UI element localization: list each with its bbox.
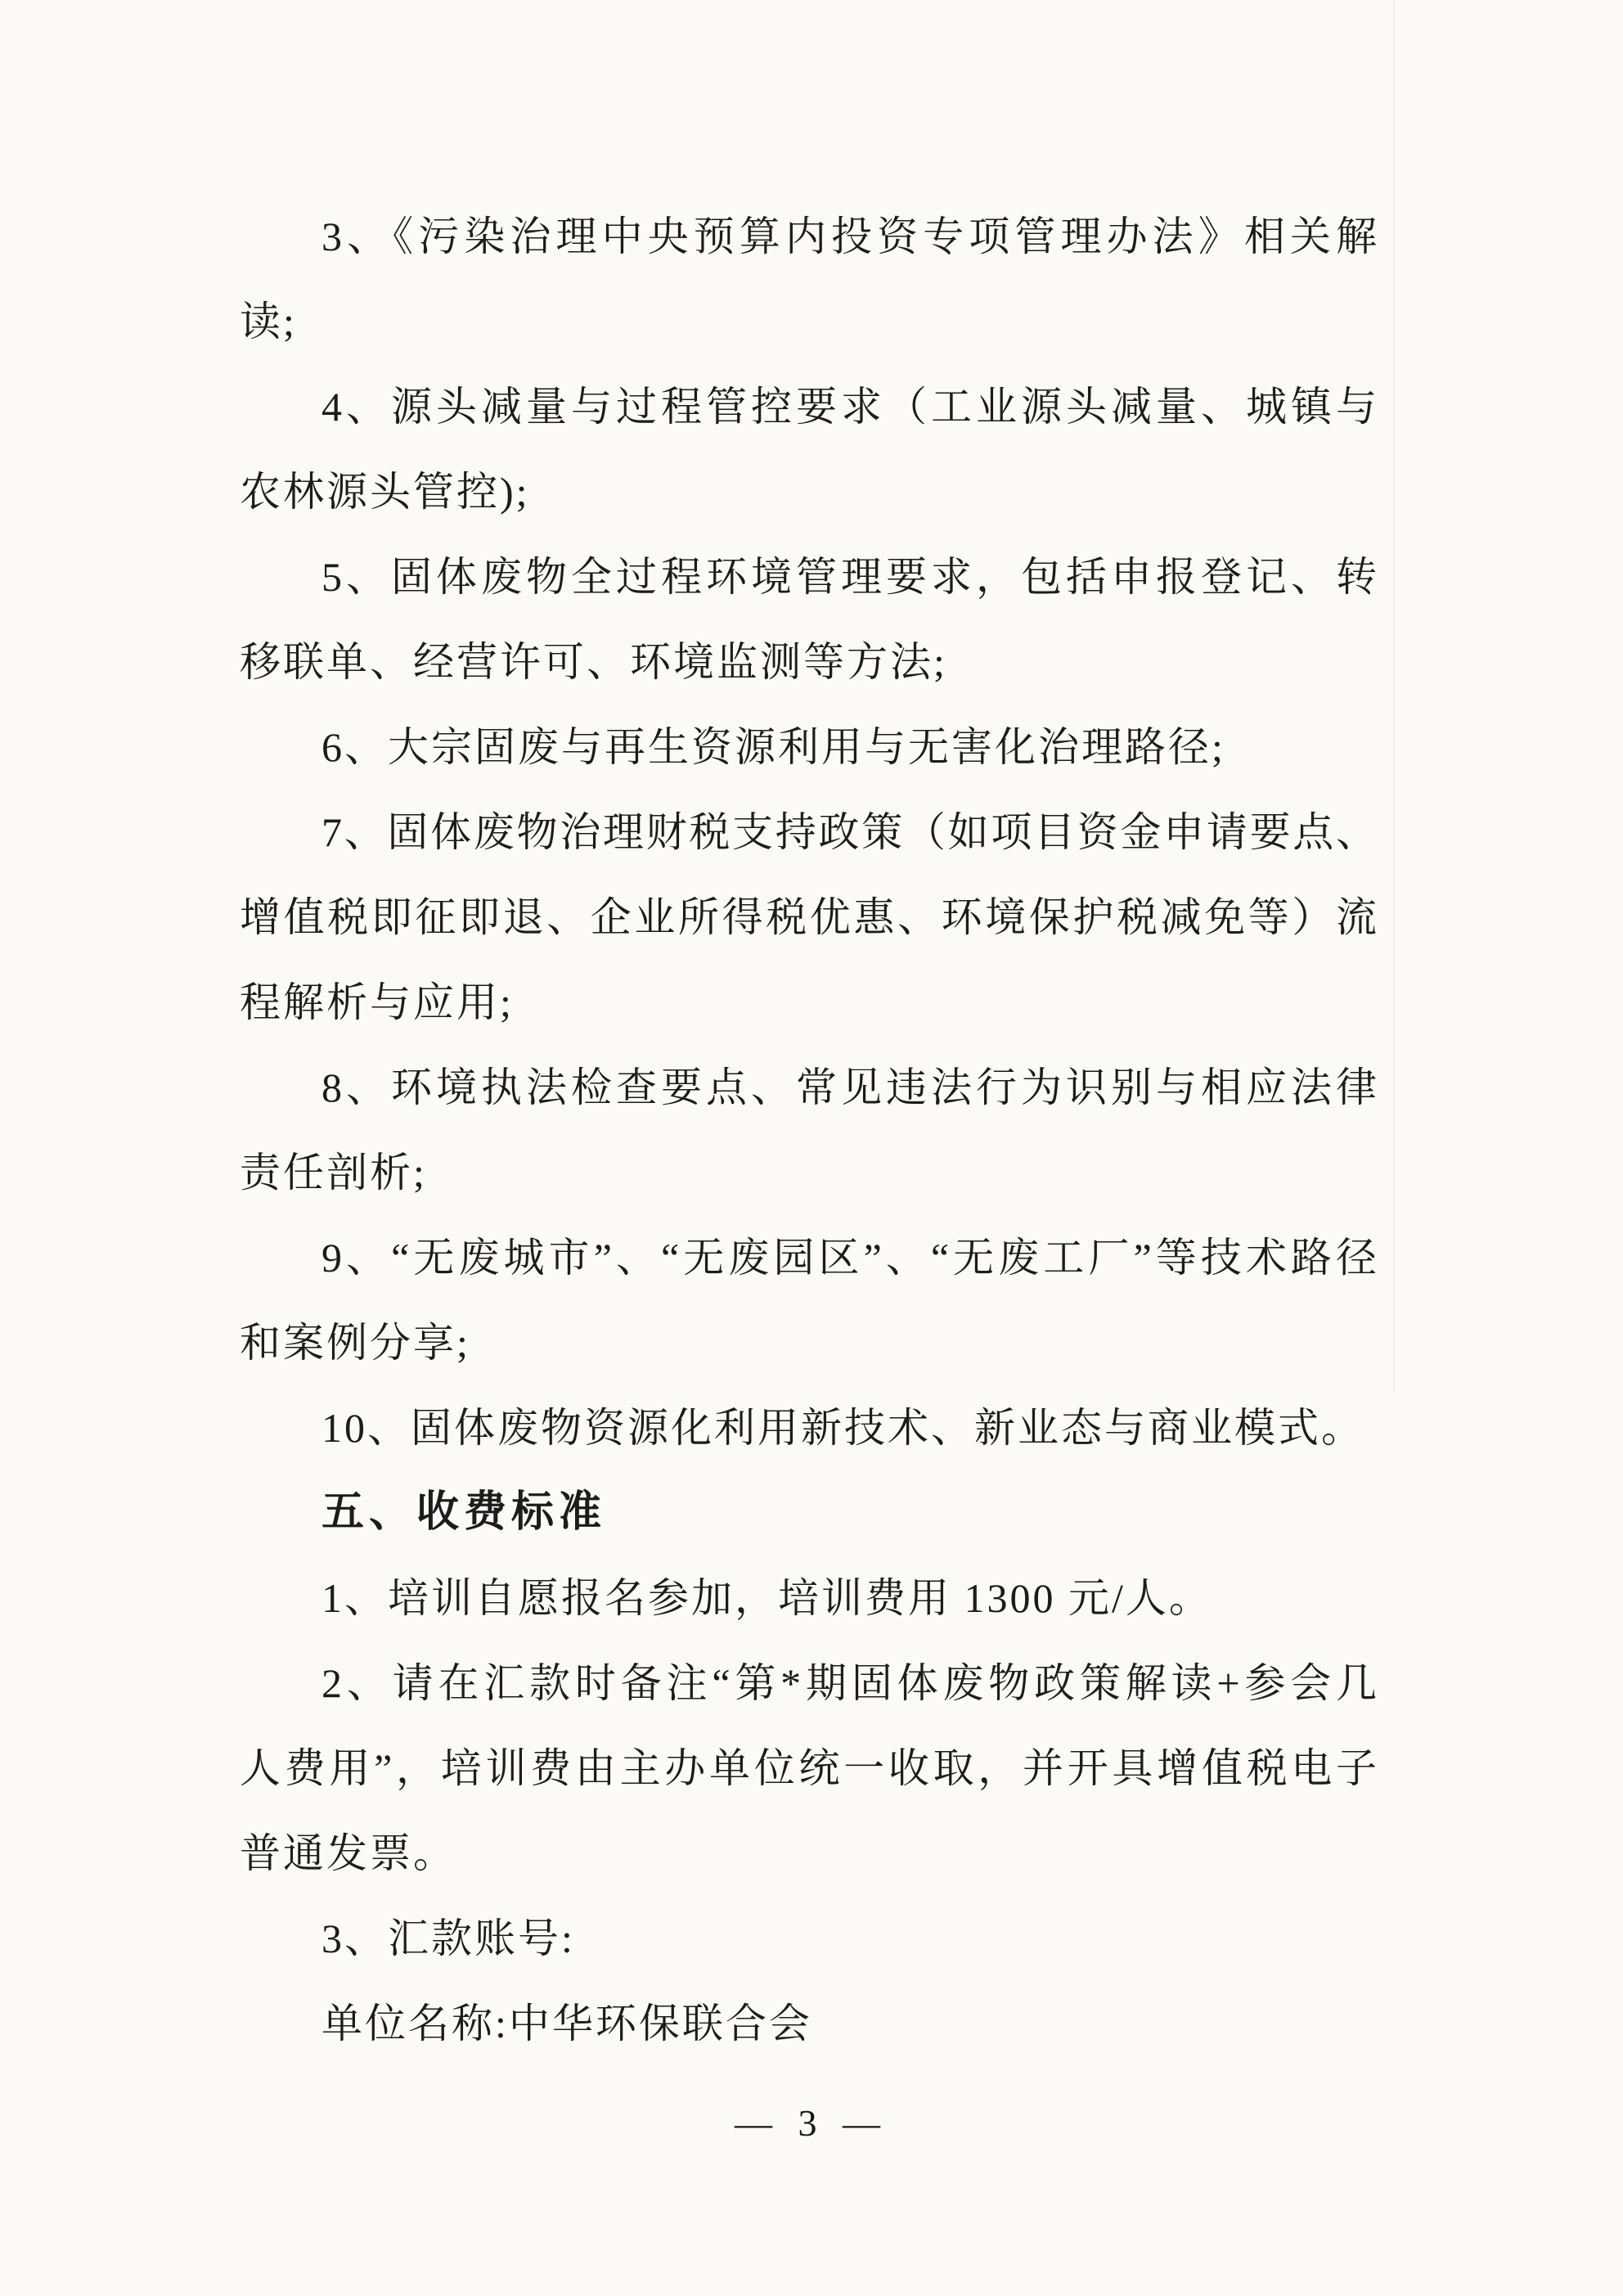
document-line: 程解析与应用;	[240, 979, 514, 1025]
document-line: 1、培训自愿报名参加，培训费用 1300 元/人。	[321, 1575, 1212, 1621]
document-line: 增值税即征即退、企业所得税优惠、环境保护税减免等）流	[240, 894, 1377, 940]
document-text-block	[240, 194, 1377, 2066]
scan-artifact-line	[1393, 0, 1395, 1391]
document-line: 农林源头管控);	[240, 469, 530, 515]
document-line: 人费用”，培训费由主办单位统一收取，并开具增值税电子	[240, 1745, 1377, 1791]
document-line: 3、《污染治理中央预算内投资专项管理办法》相关解	[321, 214, 1377, 259]
document-line: 3、汇款账号:	[321, 1916, 575, 1961]
document-line: 责任剖析;	[240, 1150, 427, 1195]
document-line: 2、请在汇款时备注“第*期固体废物政策解读+参会几	[321, 1660, 1377, 1706]
page-number: — 3 —	[735, 2102, 888, 2144]
document-line: 移联单、经营许可、环境监测等方法;	[240, 639, 947, 685]
document-line: 10、固体废物资源化利用新技术、新业态与商业模式。	[321, 1405, 1364, 1451]
document-line: 5、固体废物全过程环境管理要求，包括申报登记、转	[321, 554, 1377, 600]
document-line: 读;	[240, 299, 297, 344]
document-line: 4、源头减量与过程管控要求（工业源头减量、城镇与	[321, 384, 1377, 430]
document-line: 7、固体废物治理财税支持政策（如项目资金申请要点、	[321, 809, 1377, 855]
document-line: 6、大宗固废与再生资源利用与无害化治理路径;	[321, 724, 1225, 770]
document-line: 9、“无废城市”、“无废园区”、“无废工厂”等技术路径	[321, 1235, 1377, 1281]
document-line: 8、环境执法检查要点、常见违法行为识别与相应法律	[321, 1065, 1377, 1110]
document-line: 普通发票。	[240, 1830, 456, 1876]
document-line: 和案例分享;	[240, 1320, 470, 1366]
document-line: 单位名称:中华环保联合会	[321, 2001, 812, 2046]
document-line: 五、收费标准	[321, 1489, 607, 1536]
